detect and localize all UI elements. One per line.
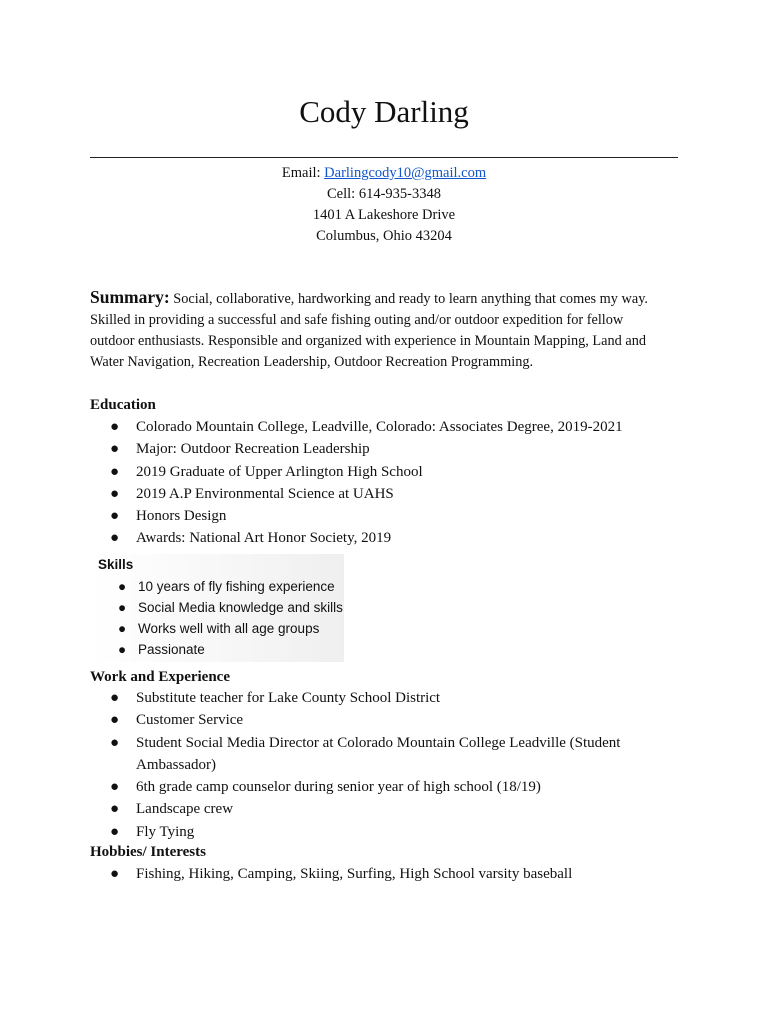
bullet-icon: ● [118, 600, 127, 615]
bullet-icon: ● [118, 579, 127, 594]
list-item: ● Works well with all age groups [92, 618, 343, 639]
bullet-icon: ● [110, 485, 120, 502]
resume-name: Cody Darling [299, 94, 469, 129]
bullet-icon: ● [118, 642, 127, 657]
summary-paragraph [90, 287, 670, 373]
bullet-icon: ● [110, 734, 120, 751]
skills-image [92, 554, 344, 662]
list-item: ● Social Media knowledge and skills [92, 597, 343, 618]
bullet-icon: ● [110, 530, 120, 547]
bullet-icon: ● [110, 441, 120, 458]
list-item: ● Fly Tying [90, 821, 680, 843]
bullet-icon: ● [110, 712, 120, 729]
list-item: ● Customer Service [90, 709, 680, 731]
bullet-icon: ● [110, 779, 120, 796]
address-line-2: Columbus, Ohio 43204 [316, 228, 452, 244]
bullet-icon: ● [110, 801, 120, 818]
list-item: ● 2019 A.P Environmental Science at UAHS [90, 483, 680, 505]
address-line-1: 1401 A Lakeshore Drive [312, 207, 456, 223]
list-item: ● Honors Design [90, 505, 680, 527]
list-item: ● 10 years of fly fishing experience [92, 576, 343, 597]
email-link[interactable]: Darlingcody10@gmail.com [324, 165, 487, 181]
bullet-icon: ● [110, 823, 120, 840]
list-item: ● Landscape crew [90, 798, 680, 820]
list-item: ● 2019 Graduate of Upper Arlington High School [90, 461, 680, 483]
list-item: ● 6th grade camp counselor during senior year of high school (18/19) [90, 776, 680, 798]
list-item: ● Awards: National Art Honor Society, 2019 [90, 527, 680, 549]
cell-line: Cell: 614-935-3348 [327, 186, 441, 202]
bullet-icon: ● [110, 463, 120, 480]
list-item: ● Passionate [92, 639, 343, 660]
bullet-icon: ● [110, 419, 120, 435]
list-item: ● Colorado Mountain College, Leadville, Colorado: Associates Degree, 2019-2021 [90, 416, 680, 438]
bullet-icon: ● [118, 621, 127, 636]
email-line [0, 163, 768, 184]
list-item: ● Fishing, Hiking, Camping, Skiing, Surfing, High School varsity baseball [90, 863, 680, 885]
bullet-icon: ● [110, 508, 120, 525]
hobbies-heading: Hobbies/ Interests [90, 844, 206, 860]
header-divider [90, 157, 678, 158]
skills-list [92, 576, 343, 660]
list-item: ● Student Social Media Director at Colorado Mountain College Leadville (Student Ambassador) [90, 732, 680, 777]
list-item: ● Major: Outdoor Recreation Leadership [90, 438, 680, 460]
summary-text: Social, collaborative, hardworking and ready to learn anything that comes my way. Skilled in providing a successful and safe fishing outing and/or outdoor expedition for fellow outdoor enthusiasts. Responsible and organized with experience in Mountain Mapping, Land and Water Navigation, Recreation Leadership, Outdoor Recreation Programming. [90, 291, 648, 370]
work-list [90, 687, 680, 843]
bullet-icon: ● [110, 866, 120, 882]
work-heading: Work and Experience [90, 669, 231, 685]
summary-label: Summary: [90, 287, 170, 307]
bullet-icon: ● [110, 690, 120, 706]
education-list [90, 416, 680, 550]
email-label: Email: [281, 165, 321, 181]
contact-block [0, 163, 768, 247]
list-item: ● Substitute teacher for Lake County School District [90, 687, 680, 709]
skills-heading: Skills [98, 557, 134, 572]
hobbies-list [90, 863, 680, 885]
education-heading: Education [90, 397, 156, 413]
